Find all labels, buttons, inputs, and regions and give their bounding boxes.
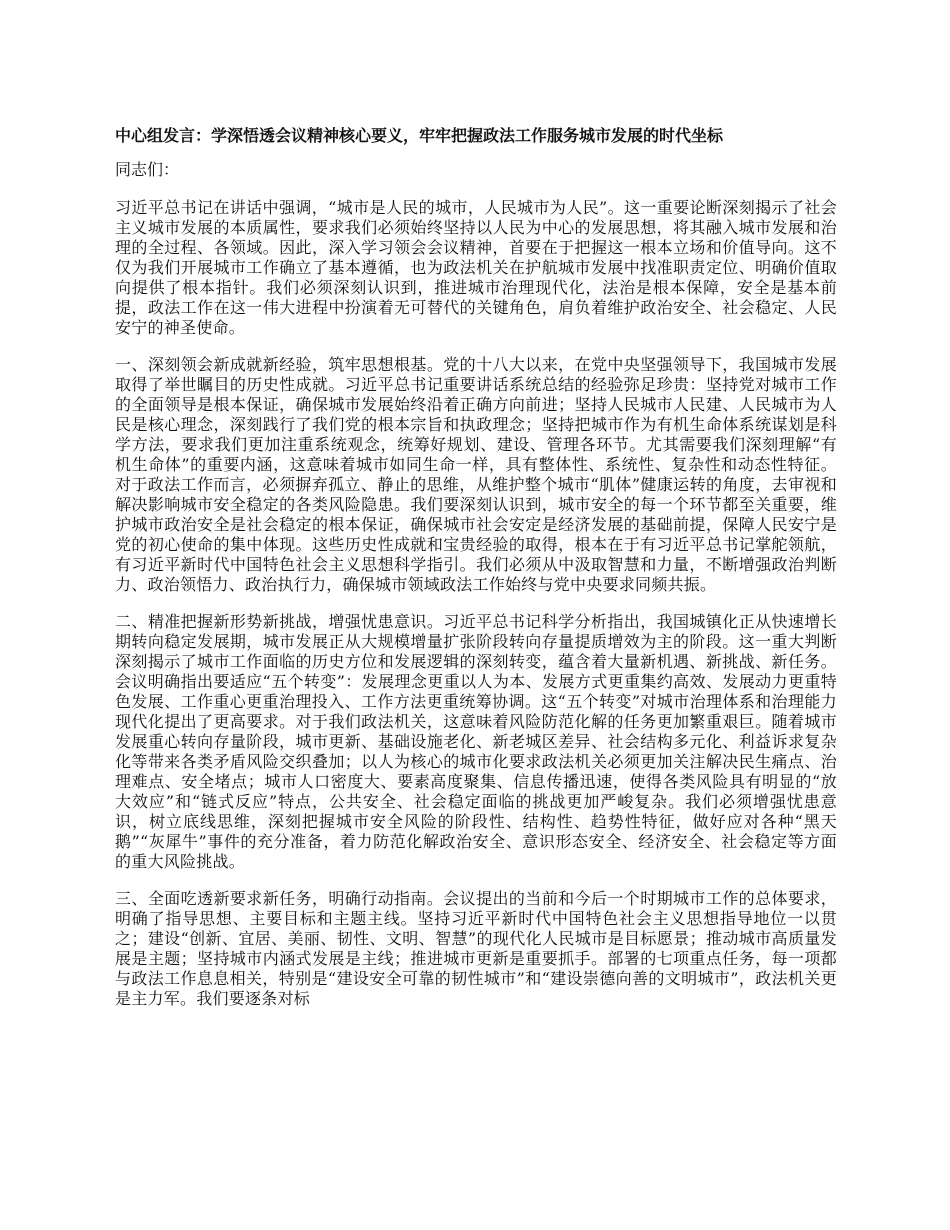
paragraph-section-2: 二、精准把握新形势新挑战，增强忧患意识。习近平总书记科学分析指出，我国城镇化正从快速增长期转向稳定发展期，城市发展正从大规模增量扩张阶段转向存量提质增效为主的阶段。这一重大判断深刻揭示了城市工作面临的历史方位和发展逻辑的深刻转变，蕴含着大量新机遇、新挑战、新任务。会议明确指出要适应“五个转变”：发展理念更重以人为本、发展方式更重集约高效、发展动力更重特色发展、工作重心更重治理投入、工作方法更重统筹协调。这“五个转变”对城市治理体系和治理能力现代化提出了更高要求。对于我们政法机关，这意味着风险防范化解的任务更加繁重艰巨。随着城市发展重心转向存量阶段，城市更新、基础设施老化、新老城区差异、社会结构多元化、利益诉求复杂化等带来各类矛盾风险交织叠加；以人为核心的城市化要求政法机关必须更加关注解决民生痛点、治理难点、安全堵点；城市人口密度大、要素高度聚集、信息传播迅速，使得各类风险具有明显的“放大效应”和“链式反应”特点，公共安全、社会稳定面临的挑战更加严峻复杂。我们必须增强忧患意识，树立底线思维，深刻把握城市安全风险的阶段性、结构性、趋势性特征，做好应对各种“黑天鹅”“灰犀牛”事件的充分准备，着力防范化解政治安全、意识形态安全、经济安全、社会稳定等方面的重大风险挑战。 xyxy=(115,612,837,871)
paragraph-section-1: 一、深刻领会新成就新经验，筑牢思想根基。党的十八大以来，在党中央坚强领导下，我国城市发展取得了举世瞩目的历史性成就。习近平总书记重要讲话系统总结的经验弥足珍贵：坚持党对城市工作的全面领导是根本保证，确保城市发展始终沿着正确方向前进；坚持人民城市人民建、人民城市为人民是核心理念，深刻践行了我们党的根本宗旨和执政理念；坚持把城市作为有机生命体系统谋划是科学方法，要求我们更加注重系统观念，统筹好规划、建设、管理各环节。尤其需要我们深刻理解“有机生命体”的重要内涵，这意味着城市如同生命一样，具有整体性、系统性、复杂性和动态性特征。对于政法工作而言，必须摒弃孤立、静止的思维，从维护整个城市“肌体”健康运转的角度，去审视和解决影响城市安全稳定的各类风险隐患。我们要深刻认识到，城市安全的每一个环节都至关重要，维护城市政治安全是社会稳定的根本保证，确保城市社会安定是经济发展的基础前提，保障人民安宁是党的初心使命的集中体现。这些历史性成就和宝贵经验的取得，根本在于有习近平总书记掌舵领航，有习近平新时代中国特色社会主义思想科学指引。我们必须从中汲取智慧和力量，不断增强政治判断力、政治领悟力、政治执行力，确保城市领域政法工作始终与党中央要求同频共振。 xyxy=(115,355,837,594)
document-title: 中心组发言：学深悟透会议精神核心要义，牢牢把握政法工作服务城市发展的时代坐标 xyxy=(115,126,724,145)
paragraph-intro: 习近平总书记在讲话中强调，“城市是人民的城市，人民城市为人民”。这一重要论断深刻揭示了社会主义城市发展的本质属性，要求我们必须始终坚持以人民为中心的发展思想，将其融入城市发展和治理的全过程、各领域。因此，深入学习领会会议精神，首要在于把握这一根本立场和价值导向。这不仅为我们开展城市工作确立了基本遵循，也为政法机关在护航城市发展中找准职责定位、明确价值取向提供了根本指针。我们必须深刻认识到，推进城市治理现代化，法治是根本保障，安全是基本前提，政法工作在这一伟大进程中扮演着无可替代的关键角色，肩负着维护政治安全、社会稳定、人民安宁的神圣使命。 xyxy=(115,198,837,337)
paragraph-section-3: 三、全面吃透新要求新任务，明确行动指南。会议提出的当前和今后一个时期城市工作的总体要求，明确了指导思想、主要目标和主题主线。坚持习近平新时代中国特色社会主义思想指导地位一以贯之；建设“创新、宜居、美丽、韧性、文明、智慧”的现代化人民城市是目标愿景；推动城市高质量发展是主题；坚持城市内涵式发展是主线；推进城市更新是重要抓手。部署的七项重点任务，每一项都与政法工作息息相关，特别是“建设安全可靠的韧性城市”和“建设崇德向善的文明城市”，政法机关更是主力军。我们要逐条对标 xyxy=(115,889,837,1008)
greeting: 同志们： xyxy=(115,160,180,179)
document-page xyxy=(115,124,837,1026)
